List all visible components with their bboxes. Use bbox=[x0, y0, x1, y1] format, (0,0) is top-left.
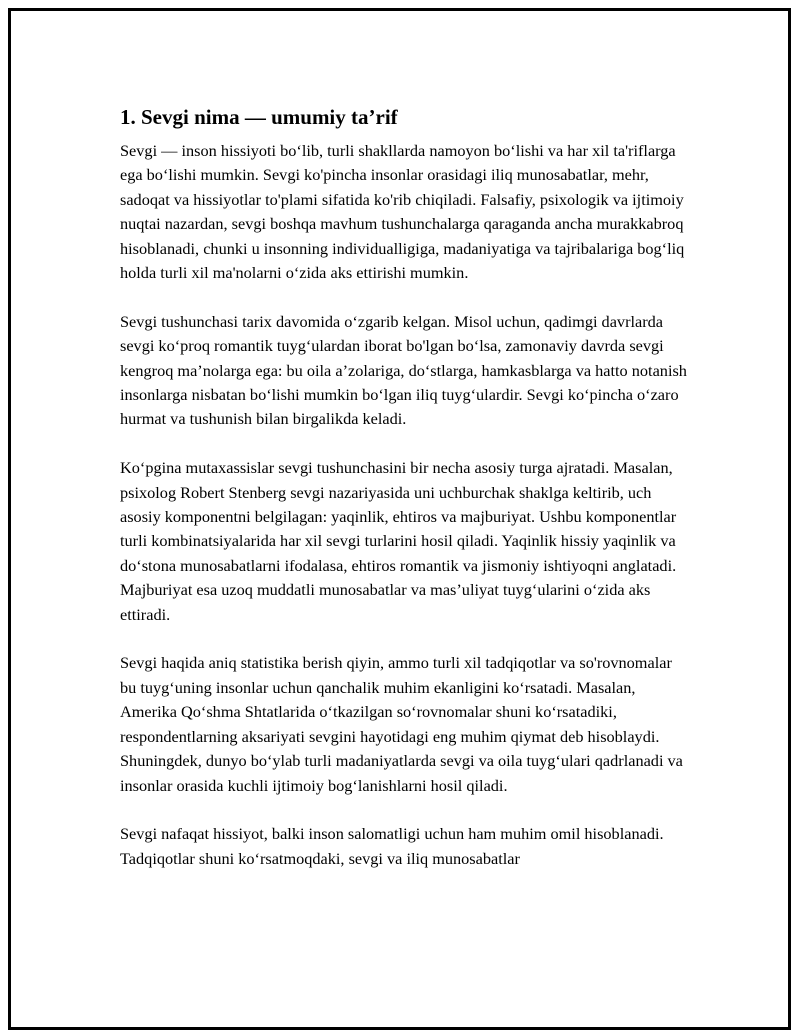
document-body bbox=[120, 103, 690, 896]
paragraph-5: Sevgi nafaqat hissiyot, balki inson salomatligi uchun ham muhim omil hisoblanadi. Tadqiqotlar shuni ko‘rsatmoqdaki, sevgi va iliq munosabatlar bbox=[120, 824, 664, 868]
paragraph-1: Sevgi — inson hissiyoti bo‘lib, turli shakllarda namoyon bo‘lishi va har xil ta'riflarga ega bo‘lishi mumkin. Sevgi ko'pincha insonlar orasidagi iliq munosabatlar, mehr, sadoqat va hissiyotlar to'plami sifatida ko'rib chiqiladi. Falsafiy, psixologik va ijtimoiy nuqtai nazardan, sevgi boshqa mavhum tushunchalarga qaraganda ancha murakkabroq hisoblanadi, chunki u insonning individualligiga, madaniyatiga va tajribalariga bog‘liq holda turli xil ma'nolarni o‘zida aks ettirishi mumkin. bbox=[120, 141, 685, 283]
paragraph-2: Sevgi tushunchasi tarix davomida o‘zgarib kelgan. Misol uchun, qadimgi davrlarda sevgi ko‘proq romantik tuyg‘ulardan iborat bo'lgan bo‘lsa, zamonaviy davrda sevgi kengroq ma’nolarga ega: bu oila a’zolariga, do‘stlarga, hamkasblarga va hatto notanish insonlarga nisbatan bo‘lishi mumkin bo‘lgan iliq tuyg‘ulardir. Sevgi ko‘pincha o‘zaro hurmat va tushunish bilan birgalikda keladi. bbox=[120, 311, 687, 429]
paragraph-4: Sevgi haqida aniq statistika berish qiyin, ammo turli xil tadqiqotlar va so'rovnomalar bu tuyg‘uning insonlar uchun qanchalik muhim ekanligini ko‘rsatadi. Masalan, Amerika Qo‘shma Shtatlarida o‘tkazilgan so‘rovnomalar shuni ko‘rsatadiki, respondentlarning aksariyati sevgini hayotidagi eng muhim qiymat deb hisoblaydi. Shuningdek, dunyo bo‘ylab turli madaniyatlarda sevgi va oila tuyg‘ulari qadrlanadi va insonlar orasida kuchli ijtimoiy bog‘lanishlarni hosil qiladi. bbox=[120, 653, 683, 795]
section-heading: 1. Sevgi nima — umumiy ta’rif bbox=[120, 105, 398, 129]
paragraph-3: Ko‘pgina mutaxassislar sevgi tushunchasini bir necha asosiy turga ajratadi. Masalan, psixolog Robert Stenberg sevgi nazariyasida uni uchburchak shaklga keltirib, uch asosiy komponentni belgilagan: yaqinlik, ehtiros va majburiyat. Ushbu komponentlar turli kombinatsiyalarida har xil sevgi turlarini hosil qiladi. Yaqinlik hissiy yaqinlik va do‘stona munosabatlarni ifodalasa, ehtiros romantik va jismoniy ishtiyoqni anglatadi. Majburiyat esa uzoq muddatli munosabatlar va mas’uliyat tuyg‘ularini o‘zida aks ettiradi. bbox=[120, 458, 677, 624]
page-frame bbox=[8, 8, 791, 1030]
